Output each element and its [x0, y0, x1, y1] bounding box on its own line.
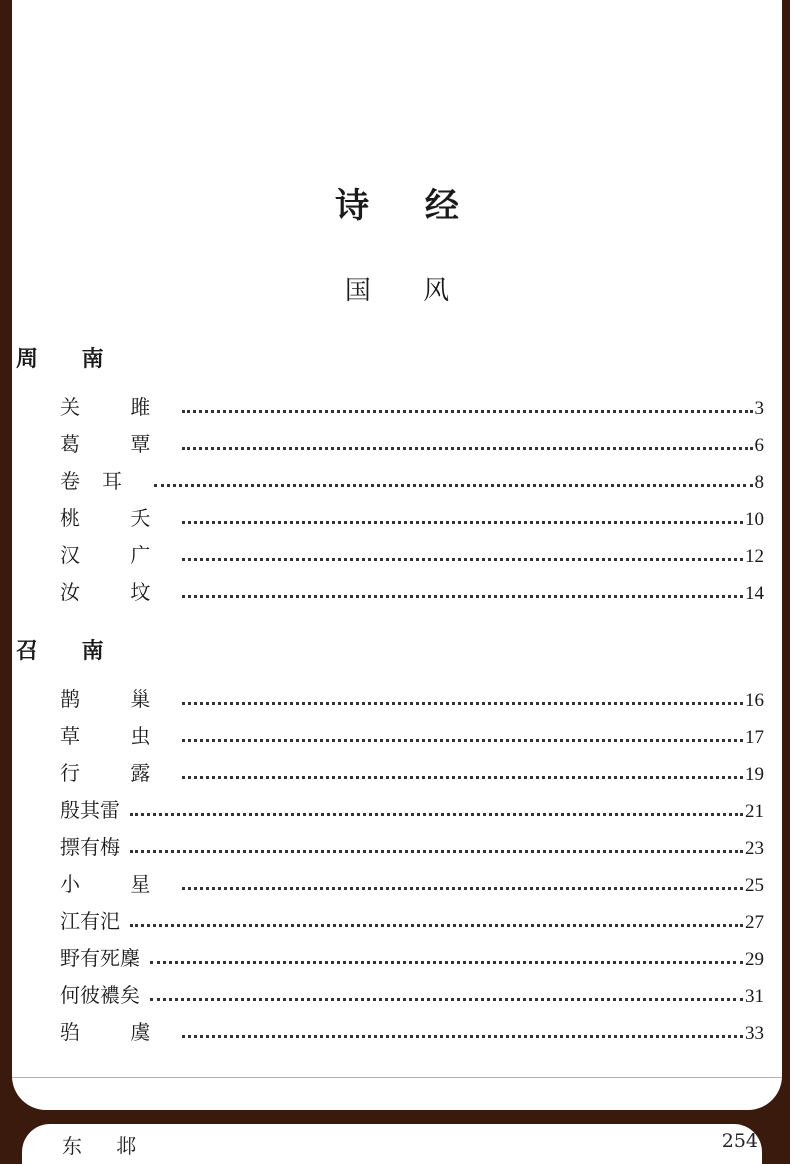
- toc-entry[interactable]: [60, 908, 764, 934]
- entry-page: 25: [745, 875, 764, 896]
- entry-title: 汝 坟: [60, 580, 173, 604]
- toc-entry[interactable]: [60, 542, 764, 568]
- dot-leader: [154, 484, 753, 487]
- group-title-zhounan: 周 南: [16, 346, 122, 372]
- group-title-shaonan: 召 南: [16, 638, 122, 664]
- toc-entry[interactable]: [60, 505, 764, 531]
- toc-entry[interactable]: [60, 686, 764, 712]
- entry-page: 10: [745, 509, 764, 530]
- next-page-entry-page: 254: [721, 1130, 758, 1152]
- entry-title: 汉 广: [60, 543, 173, 567]
- dot-leader: [182, 702, 743, 705]
- entry-page: 8: [754, 472, 764, 493]
- entry-title: 草 虫: [60, 724, 173, 748]
- entry-title: 何彼襛矣: [60, 983, 140, 1007]
- dot-leader: [182, 595, 743, 598]
- entry-title: 驺 虞: [60, 1020, 173, 1044]
- entry-page: 3: [754, 398, 764, 419]
- entry-title: 行 露: [60, 761, 173, 785]
- dot-leader: [150, 961, 743, 964]
- next-page-edge: [22, 1124, 762, 1164]
- entry-page: 19: [745, 764, 764, 785]
- toc-entry[interactable]: [60, 982, 764, 1008]
- entry-page: 23: [745, 838, 764, 859]
- toc-entry[interactable]: [60, 871, 764, 897]
- entry-title: 卷耳: [60, 469, 144, 493]
- toc-entry[interactable]: [60, 1019, 764, 1045]
- dot-leader: [130, 813, 743, 816]
- toc-entry[interactable]: [60, 797, 764, 823]
- dot-leader: [182, 887, 743, 890]
- entry-page: 21: [745, 801, 764, 822]
- dot-leader: [182, 558, 743, 561]
- toc-entry[interactable]: [60, 945, 764, 971]
- entry-page: 31: [745, 986, 764, 1007]
- entry-title: 关 雎: [60, 395, 173, 419]
- dot-leader: [182, 410, 752, 413]
- toc-entry[interactable]: [60, 723, 764, 749]
- entry-page: 17: [745, 727, 764, 748]
- book-title: 诗 经: [335, 186, 481, 226]
- toc-entry[interactable]: [60, 760, 764, 786]
- entry-title: 小 星: [60, 872, 173, 896]
- dot-leader: [182, 447, 752, 450]
- toc-entry[interactable]: [60, 468, 764, 494]
- entry-page: 16: [745, 690, 764, 711]
- toc-entry[interactable]: [60, 834, 764, 860]
- entry-title: 摽有梅: [60, 835, 120, 859]
- entry-page: 14: [745, 583, 764, 604]
- dot-leader: [182, 739, 743, 742]
- dot-leader: [182, 776, 743, 779]
- page-divider: [12, 1077, 782, 1078]
- entry-page: 12: [745, 546, 764, 567]
- entry-page: 33: [745, 1023, 764, 1044]
- dot-leader: [130, 924, 743, 927]
- toc-entry[interactable]: [60, 579, 764, 605]
- entry-title: 野有死麇: [60, 946, 140, 970]
- left-binding: [0, 0, 12, 1139]
- section-title: 国 风: [344, 276, 472, 306]
- dot-leader: [182, 521, 743, 524]
- entry-page: 6: [754, 435, 764, 456]
- dot-leader: [150, 998, 743, 1001]
- entry-title: 鹊 巢: [60, 687, 173, 711]
- entry-title: 殷其雷: [60, 798, 120, 822]
- dot-leader: [130, 850, 743, 853]
- entry-page: 27: [745, 912, 764, 933]
- toc-page: [12, 0, 782, 1110]
- entry-title: 葛 覃: [60, 432, 173, 456]
- toc-entry[interactable]: [60, 431, 764, 457]
- entry-title: 江有汜: [60, 909, 120, 933]
- entry-title: 桃 夭: [60, 506, 173, 530]
- toc-entry[interactable]: [60, 394, 764, 420]
- entry-page: 29: [745, 949, 764, 970]
- dot-leader: [182, 1035, 743, 1038]
- next-page-entry-title: 东 邶: [62, 1134, 151, 1158]
